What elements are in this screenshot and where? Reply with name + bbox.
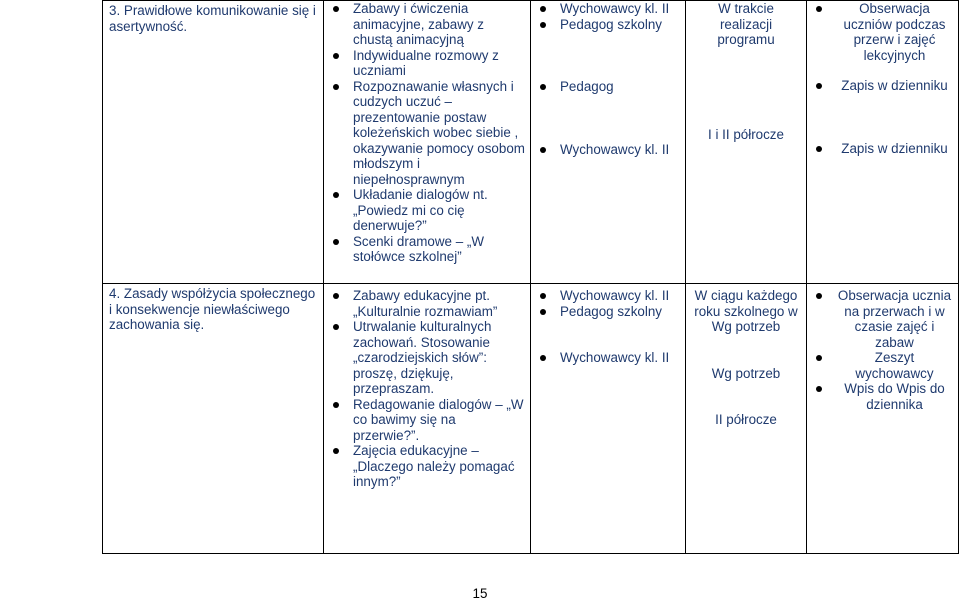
list-item: Rozpoznawanie własnych i cudzych uczuć – prezentowanie postaw koleżeńskich wobec siebie , okazywanie pomocy osobom młodszym i niepełnosprawnym bbox=[329, 79, 525, 188]
list-item: Zabawy edukacyjne pt. „Kulturalnie rozmawiam” bbox=[329, 288, 525, 319]
spacer bbox=[536, 319, 680, 350]
evaluation-cell bbox=[807, 284, 959, 554]
topic-cell bbox=[103, 1, 324, 284]
activities-cell bbox=[324, 1, 531, 284]
timeline-text: W ciągu każdego roku szkolnego w Wg potrzeb bbox=[694, 288, 798, 334]
timeline-cell bbox=[686, 284, 807, 554]
list-item: Pedagog szkolny bbox=[536, 304, 680, 320]
evaluation-cell bbox=[807, 1, 959, 284]
list-item: Wychowawcy kl. II bbox=[536, 1, 680, 17]
responsible-list bbox=[536, 1, 680, 157]
topic-cell bbox=[103, 284, 324, 554]
list-item: Wychowawcy kl. II bbox=[536, 142, 680, 158]
list-item: Wpis do Wpis do dziennika bbox=[812, 381, 953, 412]
timeline-cell bbox=[686, 1, 807, 284]
activities-list bbox=[329, 288, 525, 490]
spacer bbox=[812, 94, 953, 141]
topic-text: 4. Zasady współżycia społecznego i konsekwencje niewłaściwego zachowania się. bbox=[109, 286, 316, 332]
table-row bbox=[103, 1, 959, 284]
evaluation-list bbox=[812, 288, 953, 412]
list-item: Utrwalanie kulturalnych zachowań. Stosowanie „czarodziejskich słów”: proszę, dziękuję, przepraszam. bbox=[329, 319, 525, 397]
list-item: Wychowawcy kl. II bbox=[536, 350, 680, 366]
list-item: Zeszyt wychowawcy bbox=[812, 350, 953, 381]
responsible-cell bbox=[531, 284, 686, 554]
activities-list bbox=[329, 1, 525, 265]
responsible-cell bbox=[531, 1, 686, 284]
list-item: Zapis w dzienniku bbox=[812, 78, 953, 94]
responsible-list bbox=[536, 288, 680, 366]
list-item: Pedagog szkolny bbox=[536, 17, 680, 33]
timeline-text: I i II półrocze bbox=[708, 126, 784, 142]
list-item: Obserwacja ucznia na przerwach i w czasie zajęć i zabaw bbox=[812, 288, 953, 350]
list-item: Zajęcia edukacyjne – „Dlaczego należy pomagać innym?” bbox=[329, 443, 525, 490]
topic-text: 3. Prawidłowe komunikowanie się i asertywność. bbox=[109, 3, 316, 34]
spacer bbox=[691, 381, 801, 412]
list-item: Zapis w dzienniku bbox=[812, 141, 953, 157]
list-item: Pedagog bbox=[536, 79, 680, 95]
page-number: 15 bbox=[472, 586, 488, 601]
list-item: Wychowawcy kl. II bbox=[536, 288, 680, 304]
list-item: Scenki dramowe – „W stołówce szkolnej” bbox=[329, 234, 525, 265]
list-item: Obserwacja uczniów podczas przerw i zajęć lekcyjnych bbox=[812, 1, 953, 63]
activities-cell bbox=[324, 284, 531, 554]
evaluation-list bbox=[812, 1, 953, 156]
spacer bbox=[691, 335, 801, 366]
table-row bbox=[103, 284, 959, 554]
timeline-text: W trakcie realizacji programu bbox=[717, 1, 775, 47]
list-item: Układanie dialogów nt. „Powiedz mi co cię denerwuje?” bbox=[329, 187, 525, 234]
list-item: Zabawy i ćwiczenia animacyjne, zabawy z chustą animacyjną bbox=[329, 1, 525, 48]
spacer bbox=[536, 32, 680, 79]
list-item: Redagowanie dialogów – „W co bawimy się na przerwie?”. bbox=[329, 397, 525, 444]
timeline-text: II półrocze bbox=[715, 412, 777, 427]
spacer bbox=[691, 48, 801, 127]
list-item: Indywidualne rozmowy z uczniami bbox=[329, 48, 525, 79]
spacer bbox=[812, 63, 953, 78]
timeline-text: Wg potrzeb bbox=[711, 365, 781, 381]
spacer bbox=[536, 95, 680, 142]
program-table bbox=[102, 0, 959, 554]
